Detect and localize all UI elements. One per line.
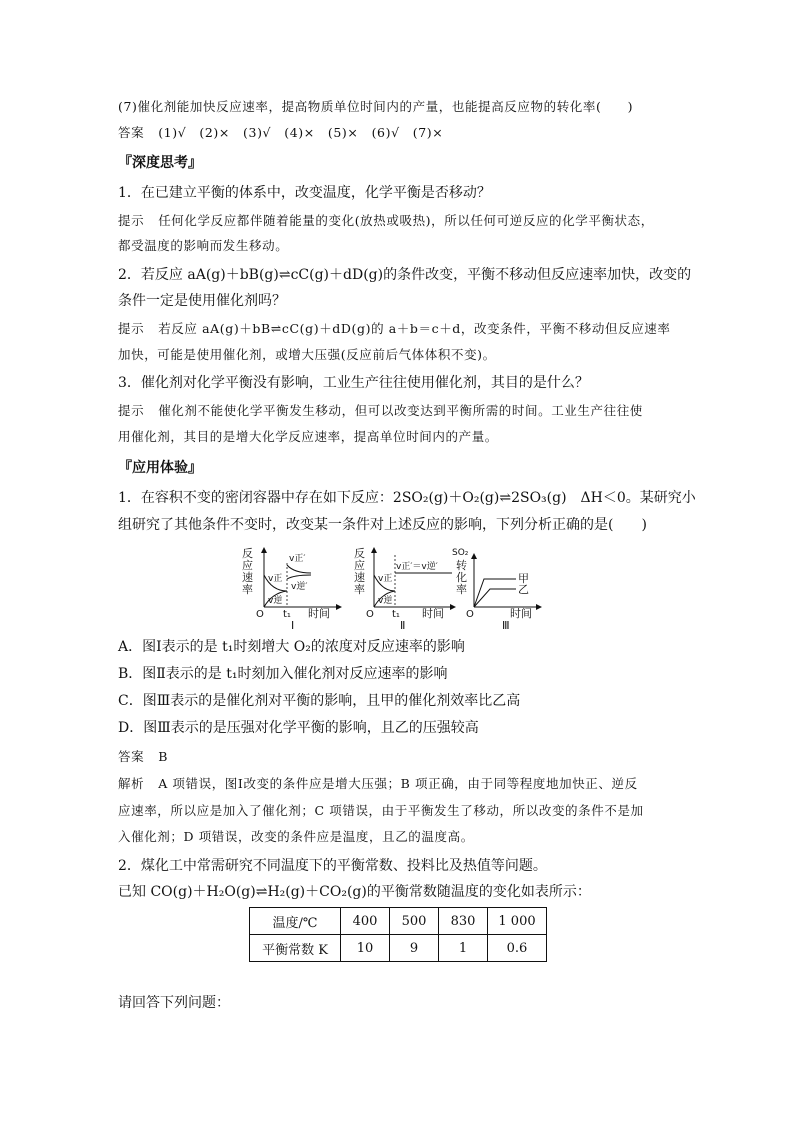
explanation-line-3: 入催化剂；D 项错误，改变的条件应是温度，且乙的温度高。	[118, 829, 474, 844]
hint-3-text-a: 催化剂不能使化学平衡发生移动，但可以改变达到平衡所需的时间。工业生产往往使	[158, 403, 643, 418]
fig3-ylabel-0: SO₂	[452, 548, 469, 558]
answer-line	[118, 123, 443, 143]
section-application: 『应用体验』	[118, 460, 202, 476]
fig3-series-yi	[474, 589, 516, 607]
deep-question-3: 3．催化剂对化学平衡没有影响，工业生产往往使用催化剂，其目的是什么？	[118, 375, 589, 391]
hint-3-line-2: 用催化剂，其目的是增大化学反应速率，提高单位时间内的产量。	[118, 429, 498, 444]
hint-label: 提示	[118, 403, 145, 418]
fig3-ylabel-2: 化	[456, 571, 467, 584]
explanation-label: 解析	[118, 776, 145, 791]
explanation-line-1	[118, 774, 638, 794]
deep-question-1: 1．在已建立平衡的体系中，改变温度，化学平衡是否移动？	[118, 185, 491, 201]
table-row	[250, 935, 547, 962]
figure-2	[350, 545, 462, 634]
fig1-ylabel-1: 反	[242, 547, 253, 560]
fig1-caption: Ⅰ	[291, 619, 295, 630]
hint-1-line-1	[118, 211, 654, 231]
fig1-v-rev: v逆	[268, 596, 283, 606]
fig3-x-arrow	[536, 604, 542, 610]
fig3-y-arrow	[471, 553, 477, 559]
fig3-origin: O	[466, 609, 474, 620]
table-cell: 9	[390, 935, 439, 962]
fig3-ylabel-3: 率	[456, 583, 467, 596]
fig1-v-fwd: v正	[268, 574, 283, 584]
fig1-ylabel-2: 应	[242, 559, 253, 572]
fig1-y-arrow	[261, 547, 267, 553]
fig2-ylabel-2: 应	[354, 559, 365, 572]
section-deep-thinking: 『深度思考』	[118, 155, 202, 171]
fig2-v-rev: v逆	[378, 596, 393, 606]
hint-1-line-2: 都受温度的影响而发生移动。	[118, 238, 289, 253]
option-b: B．图Ⅱ表示的是 t₁时刻加入催化剂对反应速率的影响	[118, 666, 448, 682]
table-cell: 1	[439, 935, 488, 962]
hint-2-line-2: 加快，可能是使用催化剂，或增大压强(反应前后气体体积不变)。	[118, 347, 496, 362]
hint-3-line-1	[118, 401, 643, 421]
fig2-t1: t₁	[392, 609, 400, 620]
option-a: A．图Ⅰ表示的是 t₁时刻增大 O₂的浓度对反应速率的影响	[118, 639, 465, 655]
answer-label: 答案	[118, 125, 145, 140]
fig2-ylabel-3: 速	[354, 571, 365, 584]
hint-label: 提示	[118, 213, 145, 228]
equilibrium-table	[249, 907, 547, 962]
option-c: C．图Ⅲ表示的是催化剂对平衡的影响，且甲的催化剂效率比乙高	[118, 693, 521, 709]
fig2-origin: O	[366, 609, 374, 620]
hint-label: 提示	[118, 321, 145, 336]
table-cell: 10	[341, 935, 390, 962]
fig3-ylabel-1: 转	[456, 559, 467, 572]
answer-text: (1)√ (2)× (3)√ (4)× (5)× (6)√ (7)×	[158, 125, 444, 140]
fig2-caption: Ⅱ	[400, 619, 406, 630]
fig2-y-arrow	[371, 547, 377, 553]
explanation-line-2: 应速率，所以应是加入了催化剂；C 项错误，由于平衡发生了移动，所以改变的条件不是加	[118, 803, 644, 818]
fig2-xlabel: 时间	[422, 607, 444, 620]
fig2-v-fwd: v正	[378, 574, 393, 584]
figure-3	[448, 545, 548, 634]
question-7: (7)催化剂能加快反应速率，提高物质单位时间内的产量，也能提高反应物的转化率( )	[118, 99, 634, 114]
figure-1	[236, 545, 346, 634]
fig1-x-arrow	[336, 604, 342, 610]
option-d: D．图Ⅲ表示的是压强对化学平衡的影响，且乙的压强较高	[118, 720, 479, 736]
fig1-t1: t₁	[283, 609, 291, 620]
fig1-reverse-curve-2	[287, 575, 311, 579]
table-cell: 1 000	[488, 908, 547, 935]
table-cell: 平衡常数 K	[250, 935, 341, 962]
app-question-1-line-1: 1．在容积不变的密闭容器中存在如下反应：2SO₂(g)＋O₂(g)⇌2SO₃(g) ΔH＜0。某研究小	[118, 490, 696, 506]
fig1-ylabel-4: 率	[242, 583, 253, 596]
table-row	[250, 908, 547, 935]
answer-2-text: B	[158, 749, 168, 764]
fig3-series-jia	[474, 579, 516, 607]
fig1-v-fwd2: v正′	[289, 554, 306, 564]
hint-2-line-1	[118, 319, 671, 339]
final-prompt: 请回答下列问题：	[118, 995, 230, 1011]
fig2-ylabel-4: 率	[354, 583, 365, 596]
hint-1-text-a: 任何化学反应都伴随着能量的变化(放热或吸热)，所以任何可逆反应的化学平衡状态，	[158, 213, 654, 228]
fig3-xlabel: 时间	[510, 607, 532, 620]
fig1-xlabel: 时间	[308, 607, 330, 620]
table-cell: 400	[341, 908, 390, 935]
app-question-2: 2．煤化工中常需研究不同温度下的平衡常数、投料比及热值等问题。	[118, 858, 547, 874]
table-cell: 温度/℃	[250, 908, 341, 935]
fig1-v-rev2: v逆′	[291, 582, 308, 592]
fig3-label-jia: 甲	[518, 572, 529, 585]
table-cell: 500	[390, 908, 439, 935]
fig2-ylabel-1: 反	[354, 547, 365, 560]
hint-2-text-a: 若反应 aA(g)＋bB⇌cC(g)＋dD(g)的 a＋b＝c＋d，改变条件，平衡不移动但反应速率	[158, 321, 671, 336]
fig3-label-yi: 乙	[518, 583, 529, 596]
fig2-v-eq: v正′＝v逆′	[396, 562, 438, 572]
deep-question-2-line-1: 2．若反应 aA(g)＋bB(g)⇌cC(g)＋dD(g)的条件改变，平衡不移动但反应速率加快，改变的	[118, 267, 692, 283]
fig1-ylabel-3: 速	[242, 571, 253, 584]
deep-question-2-line-2: 条件一定是使用催化剂吗？	[118, 293, 286, 309]
answer-2-line	[118, 747, 168, 767]
app-question-2-given: 已知 CO(g)＋H₂O(g)⇌H₂(g)＋CO₂(g)的平衡常数随温度的变化如表所示：	[118, 884, 591, 900]
table-cell: 830	[439, 908, 488, 935]
explanation-text-1: A 项错误，图Ⅰ改变的条件应是增大压强；B 项正确，由于同等程度地加快正、逆反	[158, 776, 638, 791]
app-question-1-line-2: 组研究了其他条件不变时，改变某一条件对上述反应的影响，下列分析正确的是( )	[118, 517, 647, 533]
fig3-caption: Ⅲ	[502, 619, 510, 630]
fig1-origin: O	[256, 609, 264, 620]
table-cell: 0.6	[488, 935, 547, 962]
fig1-forward-curve-2	[287, 565, 311, 573]
answer-2-label: 答案	[118, 749, 145, 764]
